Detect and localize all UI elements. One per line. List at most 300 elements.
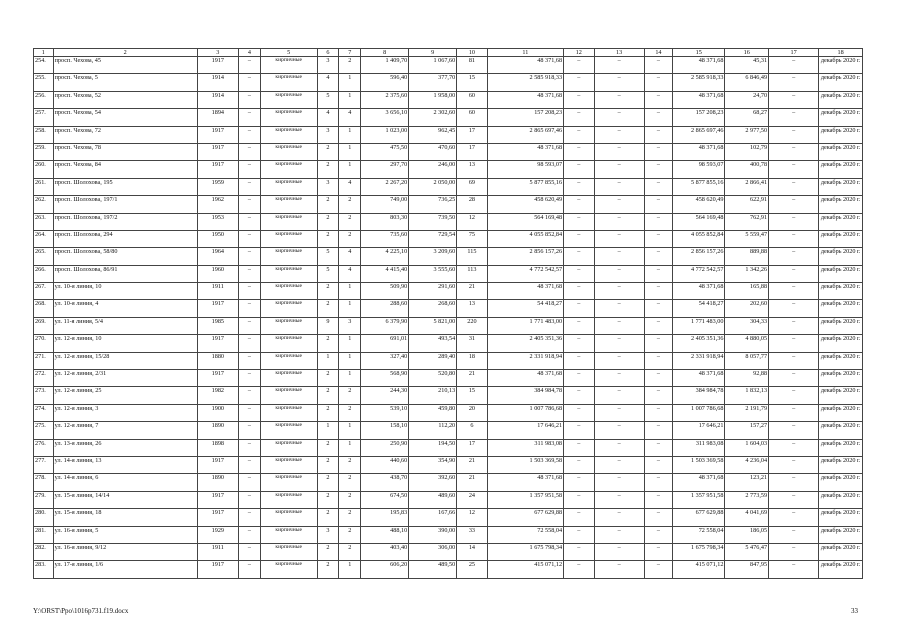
cell-col-14: –	[644, 196, 672, 213]
cell-build-year: 1880	[197, 352, 238, 369]
cell-col-14: –	[644, 543, 672, 560]
cell-entrances: 4	[339, 248, 361, 265]
cell-wall-material: кирпичные	[260, 526, 317, 543]
cell-build-year: 1985	[197, 317, 238, 334]
cell-total-cost: 458 620,49	[487, 196, 563, 213]
cell-subtotal-cost: 48 371,68	[673, 474, 725, 491]
cell-col-4: –	[239, 91, 261, 108]
cell-residents: 18	[457, 352, 488, 369]
cell-deadline: декабрь 2020 г.	[819, 126, 863, 143]
cell-wall-material: кирпичные	[260, 561, 317, 578]
cell-wall-material: кирпичные	[260, 300, 317, 317]
cell-col-14: –	[644, 143, 672, 160]
cell-total-cost: 1 771 483,00	[487, 317, 563, 334]
cell-cost-per-sqm: 304,33	[725, 317, 769, 334]
cell-col-4: –	[239, 230, 261, 247]
table-row	[34, 126, 863, 143]
cell-deadline: декабрь 2020 г.	[819, 526, 863, 543]
cell-floors: 2	[317, 283, 339, 300]
cell-residents: 21	[457, 283, 488, 300]
cell-subtotal-cost: 1 503 369,58	[673, 456, 725, 473]
table-row	[34, 543, 863, 560]
cell-col-14: –	[644, 352, 672, 369]
cell-entrances: 1	[339, 143, 361, 160]
cell-wall-material: кирпичные	[260, 335, 317, 352]
cell-col-17: –	[769, 178, 819, 195]
cell-entrances: 2	[339, 474, 361, 491]
cell-row-number: 264.	[34, 230, 54, 247]
cell-col-17: –	[769, 456, 819, 473]
cell-col-12: –	[564, 439, 595, 456]
cell-col-14: –	[644, 230, 672, 247]
cell-subtotal-cost: 1 675 798,34	[673, 543, 725, 560]
cell-col-4: –	[239, 543, 261, 560]
cell-col-14: –	[644, 387, 672, 404]
cell-floors: 2	[317, 561, 339, 578]
cell-total-area: 735,60	[361, 230, 409, 247]
cell-floors: 2	[317, 509, 339, 526]
cell-floors: 2	[317, 161, 339, 178]
cell-residents: 81	[457, 57, 488, 74]
cell-total-cost: 564 169,48	[487, 213, 563, 230]
cell-total-area: 327,40	[361, 352, 409, 369]
cell-row-number: 255.	[34, 74, 54, 91]
table-row	[34, 491, 863, 508]
cell-entrances: 4	[339, 265, 361, 282]
cell-col-4: –	[239, 474, 261, 491]
table-row	[34, 335, 863, 352]
cell-col-14: –	[644, 300, 672, 317]
cell-entrances: 1	[339, 561, 361, 578]
cell-address: ул. 14-я линия, 13	[53, 456, 197, 473]
cell-subtotal-cost: 1 771 483,00	[673, 317, 725, 334]
column-number-header: 8	[361, 49, 409, 57]
cell-col-4: –	[239, 370, 261, 387]
cell-residents: 12	[457, 509, 488, 526]
column-number-header: 12	[564, 49, 595, 57]
cell-entrances: 1	[339, 283, 361, 300]
cell-living-area: 5 821,00	[409, 317, 457, 334]
cell-entrances: 1	[339, 352, 361, 369]
table-row	[34, 213, 863, 230]
cell-total-area: 539,10	[361, 404, 409, 421]
cell-col-12: –	[564, 422, 595, 439]
column-number-header: 10	[457, 49, 488, 57]
cell-build-year: 1914	[197, 91, 238, 108]
cell-wall-material: кирпичные	[260, 404, 317, 421]
cell-col-12: –	[564, 300, 595, 317]
cell-col-4: –	[239, 196, 261, 213]
cell-cost-per-sqm: 165,88	[725, 283, 769, 300]
cell-col-14: –	[644, 213, 672, 230]
cell-subtotal-cost: 2 856 157,26	[673, 248, 725, 265]
cell-total-cost: 54 418,27	[487, 300, 563, 317]
cell-col-17: –	[769, 91, 819, 108]
cell-cost-per-sqm: 6 846,49	[725, 74, 769, 91]
column-number-header: 4	[239, 49, 261, 57]
cell-col-17: –	[769, 335, 819, 352]
cell-wall-material: кирпичные	[260, 57, 317, 74]
cell-total-area: 403,40	[361, 543, 409, 560]
cell-col-12: –	[564, 161, 595, 178]
column-number-header: 5	[260, 49, 317, 57]
cell-residents: 13	[457, 161, 488, 178]
cell-wall-material: кирпичные	[260, 422, 317, 439]
cell-wall-material: кирпичные	[260, 109, 317, 126]
cell-subtotal-cost: 17 646,21	[673, 422, 725, 439]
cell-address: просп. Шолохова, 195	[53, 178, 197, 195]
cell-total-cost: 2 405 351,36	[487, 335, 563, 352]
cell-build-year: 1890	[197, 422, 238, 439]
table-row	[34, 352, 863, 369]
cell-col-17: –	[769, 126, 819, 143]
cell-cost-per-sqm: 2 977,50	[725, 126, 769, 143]
cell-total-cost: 157 208,23	[487, 109, 563, 126]
cell-total-area: 297,70	[361, 161, 409, 178]
cell-residents: 24	[457, 491, 488, 508]
cell-build-year: 1917	[197, 561, 238, 578]
cell-living-area: 2 302,60	[409, 109, 457, 126]
cell-address: ул. 15-я линия, 14/14	[53, 491, 197, 508]
cell-row-number: 278.	[34, 474, 54, 491]
housing-data-table	[33, 48, 863, 579]
cell-entrances: 1	[339, 91, 361, 108]
cell-total-cost: 4 772 542,57	[487, 265, 563, 282]
cell-col-4: –	[239, 265, 261, 282]
cell-build-year: 1911	[197, 543, 238, 560]
cell-total-area: 288,60	[361, 300, 409, 317]
cell-wall-material: кирпичные	[260, 370, 317, 387]
cell-col-13: –	[594, 196, 644, 213]
cell-living-area: 739,50	[409, 213, 457, 230]
cell-address: просп. Чехова, 54	[53, 109, 197, 126]
table-row	[34, 526, 863, 543]
cell-row-number: 265.	[34, 248, 54, 265]
cell-col-12: –	[564, 91, 595, 108]
cell-floors: 2	[317, 543, 339, 560]
cell-total-cost: 48 371,68	[487, 143, 563, 160]
cell-total-area: 250,90	[361, 439, 409, 456]
cell-total-cost: 48 371,68	[487, 57, 563, 74]
cell-total-area: 4 225,10	[361, 248, 409, 265]
cell-floors: 2	[317, 474, 339, 491]
cell-wall-material: кирпичные	[260, 178, 317, 195]
cell-col-12: –	[564, 387, 595, 404]
cell-wall-material: кирпичные	[260, 248, 317, 265]
cell-floors: 2	[317, 456, 339, 473]
cell-subtotal-cost: 54 418,27	[673, 300, 725, 317]
cell-col-12: –	[564, 456, 595, 473]
cell-col-13: –	[594, 161, 644, 178]
cell-living-area: 167,66	[409, 509, 457, 526]
cell-living-area: 3 209,60	[409, 248, 457, 265]
cell-living-area: 3 555,60	[409, 265, 457, 282]
cell-address: просп. Шолохова, 294	[53, 230, 197, 247]
cell-col-13: –	[594, 422, 644, 439]
cell-col-14: –	[644, 404, 672, 421]
cell-total-area: 488,10	[361, 526, 409, 543]
cell-col-13: –	[594, 300, 644, 317]
cell-wall-material: кирпичные	[260, 491, 317, 508]
cell-address: ул. 13-я линия, 26	[53, 439, 197, 456]
cell-total-cost: 17 646,21	[487, 422, 563, 439]
cell-col-13: –	[594, 248, 644, 265]
cell-residents: 17	[457, 143, 488, 160]
cell-entrances: 1	[339, 439, 361, 456]
cell-entrances: 2	[339, 509, 361, 526]
cell-subtotal-cost: 48 371,68	[673, 91, 725, 108]
cell-subtotal-cost: 384 984,78	[673, 387, 725, 404]
cell-residents: 220	[457, 317, 488, 334]
table-row	[34, 509, 863, 526]
cell-col-12: –	[564, 370, 595, 387]
cell-entrances: 1	[339, 422, 361, 439]
cell-total-cost: 72 558,04	[487, 526, 563, 543]
cell-wall-material: кирпичные	[260, 74, 317, 91]
cell-col-17: –	[769, 230, 819, 247]
cell-cost-per-sqm: 5 559,47	[725, 230, 769, 247]
cell-entrances: 4	[339, 178, 361, 195]
cell-residents: 21	[457, 474, 488, 491]
cell-living-area: 1 067,60	[409, 57, 457, 74]
cell-total-cost: 1 007 786,68	[487, 404, 563, 421]
cell-build-year: 1917	[197, 126, 238, 143]
cell-floors: 2	[317, 213, 339, 230]
cell-row-number: 267.	[34, 283, 54, 300]
cell-col-17: –	[769, 387, 819, 404]
table-row	[34, 317, 863, 334]
cell-total-area: 596,40	[361, 74, 409, 91]
cell-total-area: 438,70	[361, 474, 409, 491]
cell-address: ул. 16-я линия, 5	[53, 526, 197, 543]
cell-residents: 17	[457, 126, 488, 143]
cell-total-cost: 384 984,78	[487, 387, 563, 404]
cell-col-12: –	[564, 178, 595, 195]
cell-col-12: –	[564, 126, 595, 143]
cell-residents: 60	[457, 109, 488, 126]
cell-build-year: 1911	[197, 283, 238, 300]
cell-col-17: –	[769, 370, 819, 387]
cell-total-cost: 4 055 852,84	[487, 230, 563, 247]
cell-wall-material: кирпичные	[260, 456, 317, 473]
cell-col-4: –	[239, 491, 261, 508]
cell-total-cost: 1 675 798,34	[487, 543, 563, 560]
cell-row-number: 261.	[34, 178, 54, 195]
cell-col-12: –	[564, 109, 595, 126]
cell-row-number: 280.	[34, 509, 54, 526]
cell-build-year: 1929	[197, 526, 238, 543]
cell-deadline: декабрь 2020 г.	[819, 283, 863, 300]
cell-floors: 1	[317, 352, 339, 369]
cell-col-4: –	[239, 387, 261, 404]
cell-cost-per-sqm: 1 832,13	[725, 387, 769, 404]
cell-deadline: декабрь 2020 г.	[819, 370, 863, 387]
cell-living-area: 2 050,00	[409, 178, 457, 195]
cell-residents: 17	[457, 439, 488, 456]
cell-cost-per-sqm: 8 057,77	[725, 352, 769, 369]
cell-build-year: 1917	[197, 57, 238, 74]
table-row	[34, 161, 863, 178]
cell-living-area: 112,20	[409, 422, 457, 439]
cell-row-number: 266.	[34, 265, 54, 282]
cell-floors: 2	[317, 300, 339, 317]
cell-cost-per-sqm: 4 880,05	[725, 335, 769, 352]
cell-entrances: 2	[339, 387, 361, 404]
cell-col-4: –	[239, 526, 261, 543]
cell-subtotal-cost: 48 371,68	[673, 370, 725, 387]
cell-subtotal-cost: 2 405 351,36	[673, 335, 725, 352]
cell-build-year: 1953	[197, 213, 238, 230]
table-row	[34, 178, 863, 195]
column-number-header: 16	[725, 49, 769, 57]
cell-row-number: 274.	[34, 404, 54, 421]
cell-col-17: –	[769, 317, 819, 334]
cell-build-year: 1960	[197, 265, 238, 282]
cell-cost-per-sqm: 762,91	[725, 213, 769, 230]
cell-col-12: –	[564, 335, 595, 352]
cell-living-area: 306,00	[409, 543, 457, 560]
cell-floors: 2	[317, 196, 339, 213]
cell-residents: 21	[457, 456, 488, 473]
cell-col-4: –	[239, 422, 261, 439]
cell-cost-per-sqm: 45,31	[725, 57, 769, 74]
table-row	[34, 561, 863, 578]
table-row	[34, 404, 863, 421]
cell-address: ул. 16-я линия, 9/12	[53, 543, 197, 560]
cell-address: ул. 12-я линия, 7	[53, 422, 197, 439]
cell-living-area: 1 958,00	[409, 91, 457, 108]
cell-total-cost: 2 856 157,26	[487, 248, 563, 265]
cell-total-area: 606,20	[361, 561, 409, 578]
cell-wall-material: кирпичные	[260, 161, 317, 178]
cell-cost-per-sqm: 92,88	[725, 370, 769, 387]
cell-cost-per-sqm: 68,27	[725, 109, 769, 126]
cell-total-area: 568,90	[361, 370, 409, 387]
cell-col-4: –	[239, 456, 261, 473]
cell-subtotal-cost: 2 865 697,46	[673, 126, 725, 143]
cell-residents: 25	[457, 561, 488, 578]
cell-cost-per-sqm: 622,91	[725, 196, 769, 213]
cell-total-area: 2 267,20	[361, 178, 409, 195]
column-number-header: 13	[594, 49, 644, 57]
cell-deadline: декабрь 2020 г.	[819, 74, 863, 91]
cell-entrances: 3	[339, 317, 361, 334]
cell-col-17: –	[769, 265, 819, 282]
cell-col-14: –	[644, 456, 672, 473]
cell-col-13: –	[594, 509, 644, 526]
cell-build-year: 1890	[197, 474, 238, 491]
cell-col-12: –	[564, 404, 595, 421]
cell-deadline: декабрь 2020 г.	[819, 543, 863, 560]
cell-entrances: 2	[339, 526, 361, 543]
cell-col-13: –	[594, 91, 644, 108]
cell-wall-material: кирпичные	[260, 91, 317, 108]
cell-total-cost: 311 983,08	[487, 439, 563, 456]
cell-deadline: декабрь 2020 г.	[819, 404, 863, 421]
cell-residents: 13	[457, 300, 488, 317]
cell-residents: 75	[457, 230, 488, 247]
cell-build-year: 1917	[197, 491, 238, 508]
column-number-header: 3	[197, 49, 238, 57]
cell-col-4: –	[239, 143, 261, 160]
cell-col-13: –	[594, 387, 644, 404]
cell-col-13: –	[594, 491, 644, 508]
cell-living-area: 246,00	[409, 161, 457, 178]
cell-subtotal-cost: 2 585 918,33	[673, 74, 725, 91]
cell-total-area: 244,30	[361, 387, 409, 404]
cell-row-number: 281.	[34, 526, 54, 543]
cell-row-number: 282.	[34, 543, 54, 560]
cell-col-12: –	[564, 143, 595, 160]
cell-floors: 9	[317, 317, 339, 334]
cell-living-area: 377,70	[409, 74, 457, 91]
cell-residents: 20	[457, 404, 488, 421]
table-row	[34, 387, 863, 404]
cell-col-17: –	[769, 143, 819, 160]
table-row	[34, 74, 863, 91]
cell-address: ул. 15-я линия, 18	[53, 509, 197, 526]
cell-address: ул. 11-я линия, 5/4	[53, 317, 197, 334]
cell-subtotal-cost: 5 877 855,16	[673, 178, 725, 195]
cell-residents: 28	[457, 196, 488, 213]
cell-total-area: 2 375,60	[361, 91, 409, 108]
cell-subtotal-cost: 1 357 951,58	[673, 491, 725, 508]
cell-col-17: –	[769, 352, 819, 369]
cell-col-13: –	[594, 143, 644, 160]
table-row	[34, 300, 863, 317]
cell-col-4: –	[239, 352, 261, 369]
cell-address: просп. Чехова, 45	[53, 57, 197, 74]
cell-col-13: –	[594, 543, 644, 560]
cell-total-cost: 48 371,68	[487, 474, 563, 491]
cell-col-13: –	[594, 74, 644, 91]
cell-living-area: 459,80	[409, 404, 457, 421]
cell-col-17: –	[769, 526, 819, 543]
table-row	[34, 422, 863, 439]
cell-residents: 15	[457, 387, 488, 404]
cell-total-cost: 2 585 918,33	[487, 74, 563, 91]
cell-deadline: декабрь 2020 г.	[819, 265, 863, 282]
cell-col-17: –	[769, 57, 819, 74]
cell-address: просп. Чехова, 5	[53, 74, 197, 91]
cell-subtotal-cost: 458 620,49	[673, 196, 725, 213]
cell-living-area: 489,50	[409, 561, 457, 578]
cell-total-cost: 677 629,88	[487, 509, 563, 526]
cell-living-area: 489,60	[409, 491, 457, 508]
cell-floors: 2	[317, 404, 339, 421]
cell-row-number: 270.	[34, 335, 54, 352]
cell-col-17: –	[769, 439, 819, 456]
cell-subtotal-cost: 564 169,48	[673, 213, 725, 230]
cell-living-area: 729,54	[409, 230, 457, 247]
cell-subtotal-cost: 48 371,68	[673, 143, 725, 160]
cell-col-13: –	[594, 352, 644, 369]
cell-total-area: 1 409,70	[361, 57, 409, 74]
cell-entrances: 1	[339, 74, 361, 91]
cell-floors: 5	[317, 248, 339, 265]
cell-floors: 2	[317, 387, 339, 404]
cell-col-4: –	[239, 561, 261, 578]
cell-col-14: –	[644, 283, 672, 300]
cell-col-13: –	[594, 57, 644, 74]
cell-col-4: –	[239, 317, 261, 334]
cell-deadline: декабрь 2020 г.	[819, 230, 863, 247]
cell-cost-per-sqm: 24,70	[725, 91, 769, 108]
cell-entrances: 1	[339, 370, 361, 387]
cell-wall-material: кирпичные	[260, 143, 317, 160]
cell-col-12: –	[564, 474, 595, 491]
cell-residents: 12	[457, 213, 488, 230]
